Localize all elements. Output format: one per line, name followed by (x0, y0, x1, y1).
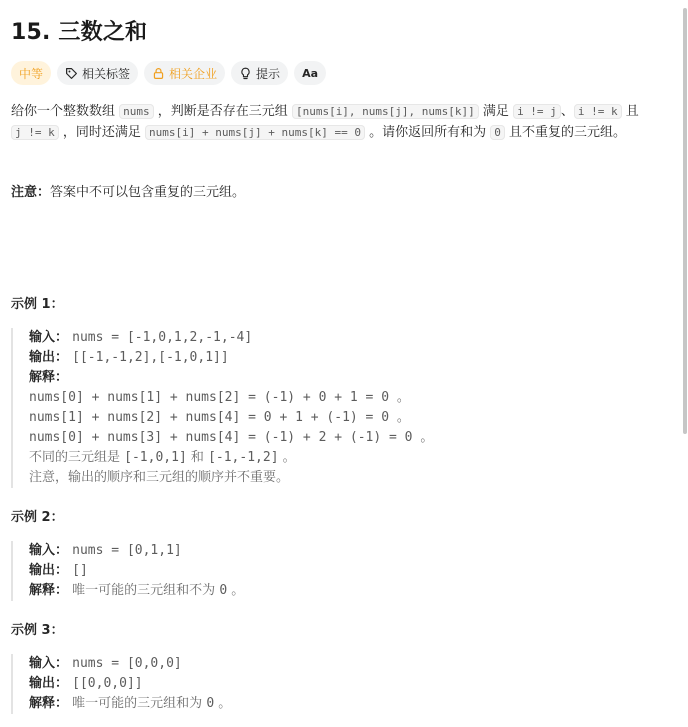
translate-icon: Aa (302, 66, 318, 80)
example-2-input: nums = [0,1,1] (72, 543, 182, 558)
hints-label: 提示 (256, 66, 281, 81)
example-3-explanation-code: 0 (206, 696, 215, 711)
example-1-order-note: 注意，输出的顺序和三元组的顺序并不重要。 (29, 470, 290, 485)
tag-icon (65, 67, 78, 80)
explanation-label: 解释： (29, 583, 69, 598)
inline-code: nums[i] + nums[j] + nums[k] == 0 (145, 125, 365, 140)
statement-text: 、 (560, 104, 574, 119)
example-1-output: [[-1,-1,2],[-1,0,1]] (72, 350, 229, 365)
explanation-label: 解释： (29, 370, 69, 385)
example-1-explanation-line: nums[0] + nums[1] + nums[2] = (-1) + 0 + 1 = 0 。 (29, 390, 410, 405)
inline-code: [nums[i], nums[j], nums[k]] (292, 104, 479, 119)
statement-text: 给你一个整数数组 (11, 104, 116, 119)
example-1-input-row (29, 328, 433, 348)
inline-code: j != k (11, 125, 59, 140)
inline-code: nums (119, 104, 154, 119)
note-label: 注意： (11, 185, 51, 200)
statement-text: 满足 (482, 104, 509, 119)
lightbulb-icon (239, 67, 252, 80)
distinct-suffix: 。 (282, 450, 296, 465)
companies-tag-label: 相关企业 (169, 66, 218, 81)
example-2-explanation: 唯一可能的三元组和不为 (72, 583, 216, 598)
note (11, 181, 245, 200)
statement-text: 且不重复的三元组。 (509, 125, 627, 140)
problem-statement (11, 101, 666, 143)
distinct-triplet-a: [-1,0,1] (124, 450, 187, 465)
example-1-input: nums = [-1,0,1,2,-1,-4] (72, 330, 253, 345)
example-2-input-row (29, 541, 244, 561)
example-1-title: 示例 1： (11, 297, 64, 312)
example-3-block (11, 654, 231, 714)
example-3-input: nums = [0,0,0] (72, 656, 182, 671)
companies-tag-button[interactable] (144, 61, 225, 85)
input-label: 输入： (29, 330, 69, 345)
example-2-output-row (29, 561, 244, 581)
example-2-output: [] (72, 563, 88, 578)
statement-text: ，同时还满足 (62, 125, 141, 140)
distinct-triplet-b: [-1,-1,2] (208, 450, 279, 465)
example-3-output: [[0,0,0]] (72, 676, 143, 691)
example-1-explanation-label-row (29, 368, 433, 388)
example-2-title: 示例 2： (11, 510, 64, 525)
statement-text: ，判断是否存在三元组 (157, 104, 288, 119)
difficulty-label: 中等 (19, 66, 44, 81)
example-2-explanation-code: 0 (219, 583, 228, 598)
distinct-conjunction: 和 (190, 450, 204, 465)
output-label: 输出： (29, 676, 69, 691)
topics-tag-label: 相关标签 (82, 66, 131, 81)
inline-code: i != k (574, 104, 622, 119)
input-label: 输入： (29, 543, 69, 558)
topics-tag-button[interactable] (57, 61, 138, 85)
hints-button[interactable] (231, 61, 288, 85)
statement-text: 。请你返回所有和为 (369, 125, 487, 140)
note-text: 答案中不可以包含重复的三元组。 (50, 185, 246, 200)
example-1-distinct-row (29, 448, 433, 468)
inline-code: 0 (490, 125, 505, 140)
statement-text: 且 (625, 104, 639, 119)
example-3-title: 示例 3： (11, 623, 64, 638)
example-3-explanation-end: 。 (218, 696, 232, 711)
example-3-explanation-row (29, 694, 231, 714)
tag-bar (11, 61, 326, 85)
output-label: 输出： (29, 563, 69, 578)
example-3-output-row (29, 674, 231, 694)
example-3-input-row (29, 654, 231, 674)
example-1-output-row (29, 348, 433, 368)
problem-title: 15. 三数之和 (11, 20, 148, 45)
inline-code: i != j (513, 104, 561, 119)
example-2-block (11, 541, 244, 601)
translate-button[interactable] (294, 61, 326, 85)
example-1-block (11, 328, 433, 488)
example-2-explanation-row (29, 581, 244, 601)
example-1-explanation-line: nums[1] + nums[2] + nums[4] = 0 + 1 + (-1) = 0 。 (29, 410, 410, 425)
explanation-label: 解释： (29, 696, 69, 711)
vertical-scrollbar[interactable] (683, 8, 687, 434)
example-2-explanation-end: 。 (231, 583, 245, 598)
lock-icon (152, 67, 165, 80)
distinct-prefix: 不同的三元组是 (29, 450, 121, 465)
difficulty-badge (11, 61, 51, 85)
example-3-explanation: 唯一可能的三元组和为 (72, 696, 203, 711)
example-1-explanation-line: nums[0] + nums[3] + nums[4] = (-1) + 2 + (-1) = 0 。 (29, 430, 434, 445)
output-label: 输出： (29, 350, 69, 365)
input-label: 输入： (29, 656, 69, 671)
